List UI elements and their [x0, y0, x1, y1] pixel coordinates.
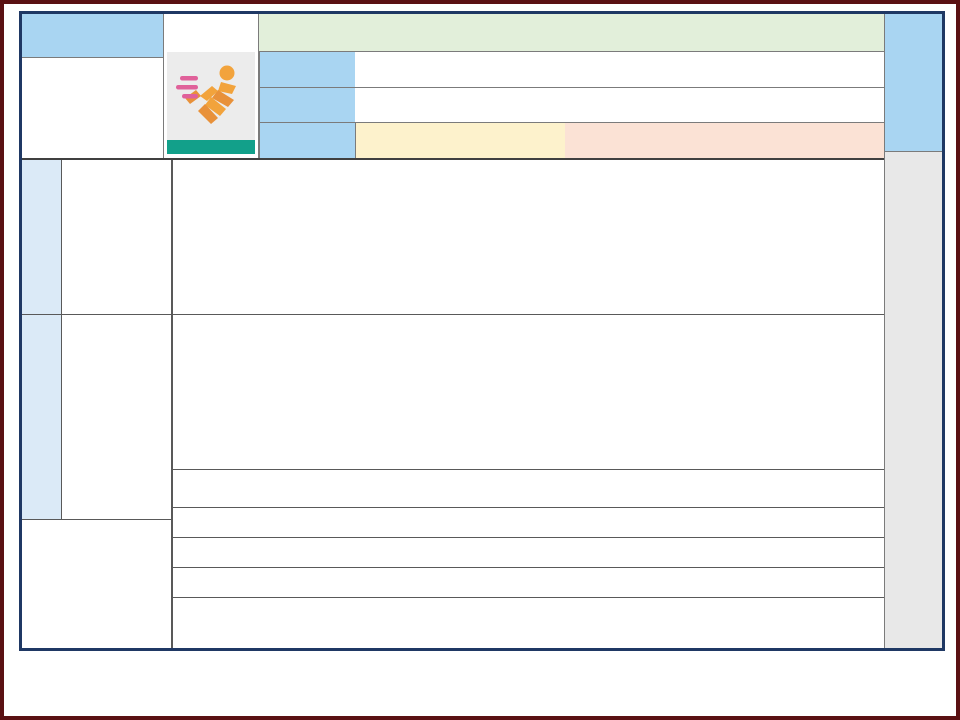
aids-body[interactable] — [290, 470, 884, 507]
unit-title-label — [259, 52, 355, 87]
document-page — [4, 4, 956, 716]
days-block — [22, 160, 171, 315]
strategies-rail — [884, 14, 942, 648]
subject-label — [22, 14, 163, 58]
date-value[interactable] — [62, 315, 171, 519]
objectives-row — [172, 160, 884, 315]
footer — [19, 665, 945, 713]
lesson-topic-label — [259, 88, 355, 123]
aids-label — [172, 470, 290, 507]
tests-items — [290, 568, 884, 597]
homework-body[interactable] — [290, 315, 884, 469]
tests-body — [290, 568, 884, 597]
subject-column — [22, 14, 164, 158]
lesson-type-present[interactable] — [565, 123, 884, 158]
table-content — [22, 14, 884, 648]
activities-items — [290, 538, 884, 567]
date-block — [22, 315, 171, 520]
enrichment-body[interactable] — [290, 508, 884, 537]
days-column — [22, 160, 172, 648]
logo-caption — [167, 140, 255, 154]
homework-row — [172, 315, 884, 470]
lesson-topic-value[interactable] — [355, 88, 884, 123]
subject-logo — [167, 52, 255, 140]
objectives-body[interactable] — [290, 160, 884, 314]
days-spacer — [22, 520, 171, 648]
subject-value — [22, 58, 163, 158]
activities-label — [172, 538, 290, 567]
date-label — [22, 315, 62, 519]
unit-title-row — [259, 52, 884, 88]
notes-row — [172, 598, 884, 648]
lesson-plan-table — [19, 11, 945, 651]
lesson-type-label — [259, 123, 355, 158]
days-list — [62, 160, 171, 314]
header-block — [22, 14, 884, 160]
lesson-type-remote[interactable] — [355, 123, 565, 158]
homework-label — [172, 315, 290, 469]
activities-body — [290, 538, 884, 567]
enrichment-row — [172, 508, 884, 538]
runner-icon — [174, 60, 248, 132]
logo-column — [164, 14, 259, 158]
day-label — [22, 160, 62, 314]
main-column — [172, 160, 884, 648]
strategies-list — [885, 152, 942, 648]
notes-label — [172, 598, 290, 648]
lesson-topic-row — [259, 88, 884, 124]
body-grid — [22, 160, 884, 648]
enrichment-label — [172, 508, 290, 537]
aids-row — [172, 470, 884, 508]
header-left — [259, 14, 884, 158]
notes-body[interactable] — [290, 598, 884, 648]
lesson-type-row — [259, 123, 884, 158]
unit-title-value[interactable] — [355, 52, 884, 87]
activities-row — [172, 538, 884, 568]
tests-label — [172, 568, 290, 597]
strategies-header — [885, 14, 942, 152]
tests-row — [172, 568, 884, 598]
objectives-label — [172, 160, 290, 314]
page-title — [259, 14, 884, 52]
